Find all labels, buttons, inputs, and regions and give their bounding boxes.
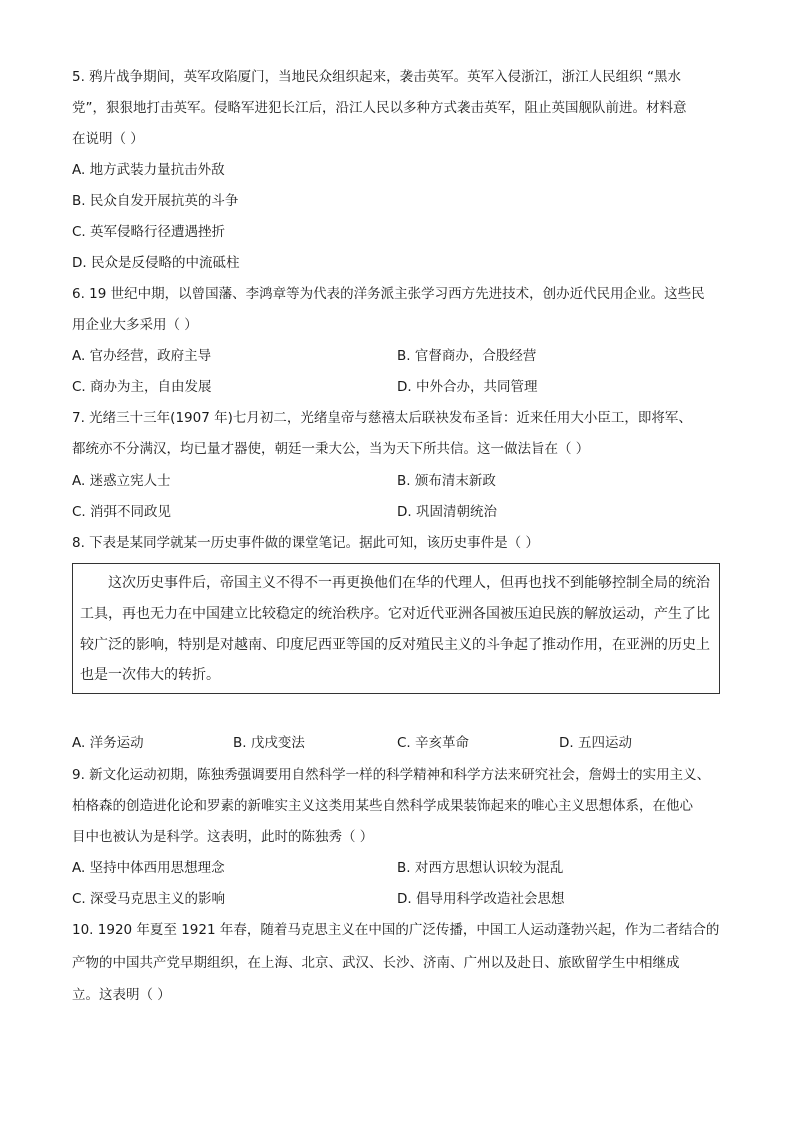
question-10-stem-line-1: 10. 1920 年夏至 1921 年春，随着马克思主义在中国的广泛传播，中国工人运动蓬勃兴起，作为二者结合的	[72, 922, 720, 938]
question-7-option-b[interactable]: B. 颁布清末新政	[397, 473, 496, 489]
question-5-option-a[interactable]: A. 地方武装力量抗击外敌	[72, 162, 225, 178]
question-6-stem-line-1: 6. 19 世纪中期，以曾国藩、李鸿章等为代表的洋务派主张学习西方先进技术，创办近代民用企业。这些民	[72, 286, 705, 302]
question-8-stem-line-1: 8. 下表是某同学就某一历史事件做的课堂笔记。据此可知，该历史事件是（ ）	[72, 535, 539, 551]
question-6-option-a[interactable]: A. 官办经营，政府主导	[72, 348, 212, 364]
question-6-option-c[interactable]: C. 商办为主，自由发展	[72, 379, 212, 395]
question-7-option-a[interactable]: A. 迷惑立宪人士	[72, 473, 171, 489]
question-9-stem-line-3: 目中也被认为是科学。这表明，此时的陈独秀（ ）	[72, 829, 374, 845]
question-7-stem-line-1: 7. 光绪三十三年(1907 年)七月初二，光绪皇帝与慈禧太后联袂发布圣旨：近来任用大小臣工，即将军、	[72, 410, 692, 426]
question-8-option-c[interactable]: C. 辛亥革命	[397, 735, 470, 751]
class-notes-line-3: 较广泛的影响，特别是对越南、印度尼西亚等国的反对殖民主义的斗争起了推动作用，在亚洲的历史上	[80, 637, 710, 653]
question-7-option-d[interactable]: D. 巩固清朝统治	[397, 504, 497, 520]
question-6-option-d[interactable]: D. 中外合办，共同管理	[397, 379, 538, 395]
question-6-stem-line-2: 用企业大多采用（ ）	[72, 317, 198, 333]
question-10-stem-line-2: 产物的中国共产党早期组织，在上海、北京、武汉、长沙、济南、广州以及赴日、旅欧留学生中相继成	[72, 955, 680, 971]
question-9-stem-line-1: 9. 新文化运动初期，陈独秀强调要用自然科学一样的科学精神和科学方法来研究社会，詹姆士的实用主义、	[72, 767, 711, 783]
question-9-stem-line-2: 柏格森的创造进化论和罗素的新唯实主义这类用某些自然科学成果装饰起来的唯心主义思想体系，在他心	[72, 798, 693, 814]
question-5-option-c[interactable]: C. 英军侵略行径遭遇挫折	[72, 224, 226, 240]
class-notes-line-4: 也是一次伟大的转折。	[80, 667, 220, 683]
question-8-option-d[interactable]: D. 五四运动	[559, 735, 632, 751]
question-6-option-b[interactable]: B. 官督商办，合股经营	[397, 348, 537, 364]
class-notes-box	[72, 563, 720, 694]
question-10-stem-line-3: 立。这表明（ ）	[72, 987, 171, 1003]
question-9-option-a[interactable]: A. 坚持中体西用思想理念	[72, 860, 225, 876]
question-9-option-b[interactable]: B. 对西方思想认识较为混乱	[397, 860, 564, 876]
question-5-stem-line-3: 在说明（ ）	[72, 131, 144, 147]
question-7-option-c[interactable]: C. 消弭不同政见	[72, 504, 172, 520]
question-8-option-a[interactable]: A. 洋务运动	[72, 735, 144, 751]
question-5-option-d[interactable]: D. 民众是反侵略的中流砥柱	[72, 255, 240, 271]
question-7-stem-line-2: 都统亦不分满汉，均已量才器使，朝廷一秉大公，当为天下所共信。这一做法旨在（ ）	[72, 441, 590, 457]
class-notes-line-2: 工具，再也无力在中国建立比较稳定的统治秩序。它对近代亚洲各国被压迫民族的解放运动，产生了比	[80, 606, 710, 622]
question-5-stem-line-2: 党”，狠狠地打击英军。侵略军进犯长江后，沿江人民以多种方式袭击英军，阻止英国舰队前进。材料意	[72, 100, 687, 116]
question-9-option-d[interactable]: D. 倡导用科学改造社会思想	[397, 891, 565, 907]
class-notes-line-1: 这次历史事件后，帝国主义不得不一再更换他们在华的代理人，但再也找不到能够控制全局的统治	[108, 575, 710, 591]
question-5-option-b[interactable]: B. 民众自发开展抗英的斗争	[72, 193, 239, 209]
question-5-stem-line-1: 5. 鸦片战争期间，英军攻陷厦门，当地民众组织起来，袭击英军。英军入侵浙江，浙江人民组织 “黑水	[72, 69, 681, 85]
question-9-option-c[interactable]: C. 深受马克思主义的影响	[72, 891, 226, 907]
question-8-option-b[interactable]: B. 戊戌变法	[233, 735, 305, 751]
